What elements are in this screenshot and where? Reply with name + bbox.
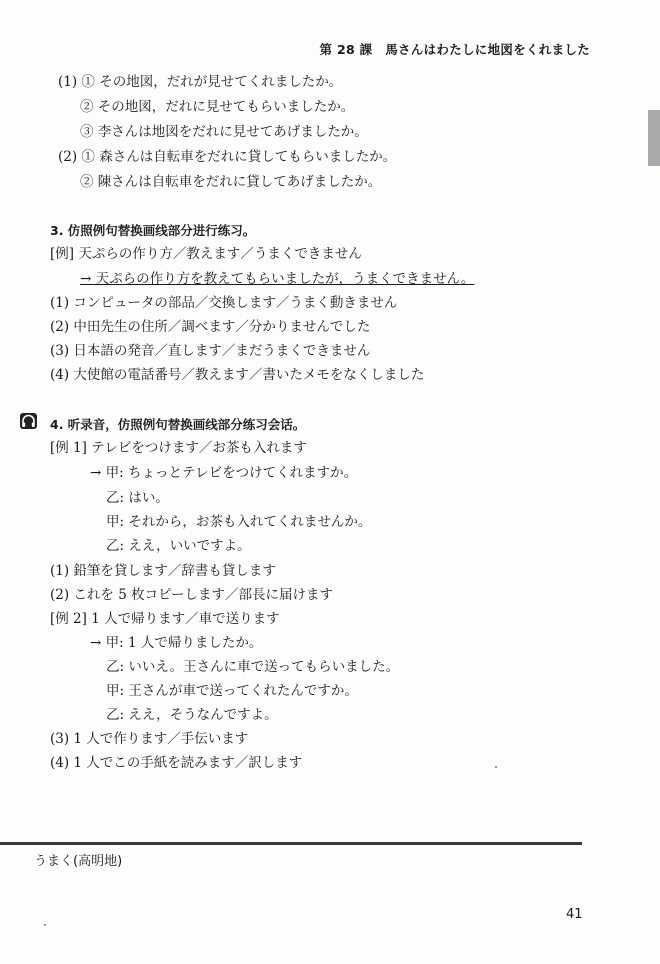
s3-example-answer: → 天ぷらの作り方を教えてもらいましたが，うまくできません。: [80, 271, 475, 287]
s4-dialog-line: 乙: はい。: [106, 490, 169, 506]
side-tab-marker: [648, 110, 660, 166]
s4-dialog-line: → 甲: ちょっとテレビをつけてくれますか。: [90, 465, 358, 481]
section-3-title: 3. 仿照例句替换画线部分进行练习。: [50, 223, 256, 238]
s4-item: (1) 鉛筆を貸します／辞書も貸します: [50, 563, 276, 579]
s4-dialog-line: 甲: それから，お茶も入れてくれませんか。: [106, 514, 372, 530]
s1-line: ③ 李さんは地図をだれに見せてあげましたか。: [80, 124, 368, 140]
s4-dialog-line: → 甲: 1 人で帰りましたか。: [90, 635, 263, 651]
footer-rule: [0, 842, 582, 845]
footer-vocab-note: うまく(高明地): [34, 854, 123, 869]
s4-item: (2) これを 5 枚コピーします／部長に届けます: [50, 587, 334, 603]
s1-line: (2) ① 森さんは自転車をだれに貸してもらいましたか。: [58, 149, 397, 165]
s4-example-2: [例 2] 1 人で帰ります／車で送ります: [50, 611, 280, 627]
s4-example-1: [例 1] テレビをつけます／お茶も入れます: [50, 440, 307, 456]
s4-dialog-line: 甲: 王さんが車で送ってくれたんですか。: [106, 683, 358, 699]
s4-dialog-line: 乙: いいえ。王さんに車で送ってもらいました。: [106, 659, 400, 675]
s1-line: (1) ① その地図，だれが見せてくれましたか。: [58, 74, 343, 90]
s4-item: (4) 1 人でこの手紙を読みます／訳します: [50, 755, 303, 771]
s3-item: (1) コンピュータの部品／交換します／うまく動きません: [50, 295, 398, 311]
s3-item: (2) 中田先生の住所／調べます／分かりませんでした: [50, 319, 371, 335]
page-number: 41: [566, 907, 583, 922]
s3-item: (3) 日本語の発音／直します／まだうまくできません: [50, 343, 371, 359]
s3-example: [例] 天ぷらの作り方／教えます／うまくできません: [50, 246, 362, 262]
headphone-icon: [20, 413, 37, 429]
chapter-header: 第 28 課 馬さんはわたしに地図をくれました: [319, 42, 590, 57]
scan-speck: [495, 766, 497, 768]
s4-dialog-line: 乙: ええ，いいですよ。: [106, 538, 251, 554]
s1-line: ② その地図，だれに見せてもらいましたか。: [80, 99, 355, 115]
scan-speck: [44, 924, 46, 926]
s3-item: (4) 大使館の電話番号／教えます／書いたメモをなくしました: [50, 367, 425, 383]
section-4-title: 4. 听录音，仿照例句替换画线部分练习会话。: [50, 417, 306, 432]
s1-line: ② 陳さんは自転車をだれに貸してあげましたか。: [80, 174, 382, 190]
s4-item: (3) 1 人で作ります／手伝います: [50, 731, 249, 747]
s4-dialog-line: 乙: ええ，そうなんですよ。: [106, 707, 278, 723]
